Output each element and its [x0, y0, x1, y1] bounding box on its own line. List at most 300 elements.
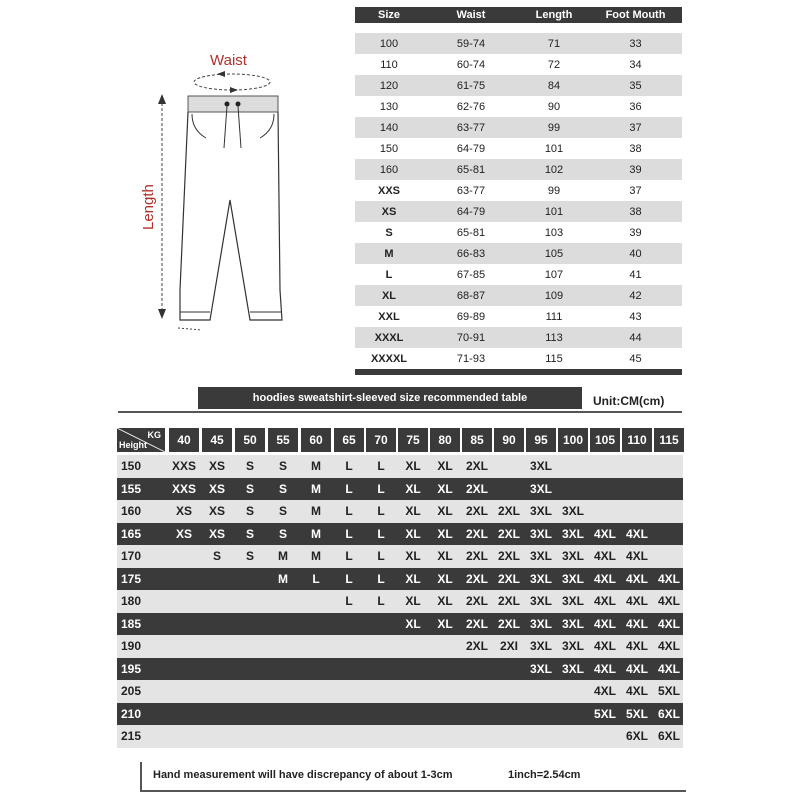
size-value-cell: 4XL [593, 639, 616, 654]
size-value-cell [557, 725, 589, 748]
size-value-cell [461, 658, 493, 681]
size-value-cell: 4XL [657, 571, 680, 586]
size-cell-size: 110 [380, 58, 398, 71]
size-value-cell: XS [175, 526, 192, 541]
size-value-cell [168, 658, 200, 681]
corner-kg: KG [147, 430, 161, 440]
size-value-cell [234, 725, 266, 748]
size-value-cell [168, 680, 200, 703]
size-cell-foot-mouth: 38 [629, 205, 642, 218]
height-cell: 155 [121, 481, 142, 496]
size-value-cell: 2XL [465, 459, 488, 474]
size-value-cell: 4XL [625, 616, 648, 631]
size-value-cell [493, 703, 525, 726]
height-cell: 185 [121, 616, 142, 631]
waistband [188, 96, 278, 112]
size-value-cell [397, 725, 429, 748]
size-cell-waist: 66-83 [456, 247, 486, 260]
size-value-cell [461, 725, 493, 748]
size-value-cell [300, 703, 332, 726]
size-row [355, 33, 682, 54]
bottom-bracket-vertical [140, 762, 142, 792]
size-value-cell: 3XL [529, 504, 552, 519]
size-value-cell: 5XL [657, 684, 680, 699]
size-value-cell [589, 478, 621, 501]
size-cell-length: 115 [545, 352, 563, 365]
size-cell-foot-mouth: 42 [629, 289, 642, 302]
size-value-cell: 3XL [529, 459, 552, 474]
size-value-cell [461, 703, 493, 726]
size-value-cell [234, 590, 266, 613]
height-cell: 165 [121, 526, 142, 541]
recommend-row [117, 658, 683, 681]
size-value-cell: 6XL [657, 706, 680, 721]
foot-mouth-measure-line [178, 328, 202, 330]
size-row [355, 264, 682, 285]
size-value-cell [429, 703, 461, 726]
size-value-cell [267, 635, 299, 658]
size-value-cell [621, 455, 653, 478]
kg-header-cell: 115 [654, 428, 684, 452]
kg-header-cell: 90 [494, 428, 524, 452]
size-value-cell: XL [405, 549, 421, 564]
kg-header-cell: 100 [558, 428, 588, 452]
size-value-cell [300, 725, 332, 748]
size-cell-size: M [384, 247, 394, 260]
size-value-cell: 4XL [625, 549, 648, 564]
size-value-cell [234, 658, 266, 681]
recommend-row [117, 568, 683, 591]
size-value-cell [365, 725, 397, 748]
size-cell-length: 113 [545, 331, 563, 344]
size-cell-waist: 63-77 [456, 121, 486, 134]
size-value-cell [234, 680, 266, 703]
size-value-cell: 2XL [465, 504, 488, 519]
size-cell-foot-mouth: 44 [629, 331, 642, 344]
size-cell-size: XS [381, 205, 397, 218]
size-value-cell: 2XL [497, 616, 520, 631]
size-value-cell [429, 635, 461, 658]
kg-header-cell: 95 [526, 428, 556, 452]
size-value-cell [333, 680, 365, 703]
size-row [355, 327, 682, 348]
size-value-cell [201, 613, 233, 636]
size-value-cell: S [278, 526, 287, 541]
pants-outline [180, 112, 282, 320]
corner-height: Height [119, 440, 147, 450]
size-value-cell: 4XL [625, 684, 648, 699]
size-cell-foot-mouth: 34 [629, 58, 642, 71]
size-value-cell: 2XI [499, 639, 518, 654]
recommend-row [117, 613, 683, 636]
size-value-cell: 3XL [529, 549, 552, 564]
size-value-cell [300, 613, 332, 636]
kg-header-cell: 50 [235, 428, 265, 452]
size-value-cell: L [377, 481, 385, 496]
size-value-cell [525, 725, 557, 748]
size-cell-waist: 71-93 [456, 352, 486, 365]
waist-arrow-right [230, 87, 238, 93]
size-value-cell: 5XL [593, 706, 616, 721]
size-value-cell [493, 680, 525, 703]
kg-header-cell: 40 [169, 428, 199, 452]
size-value-cell: 6XL [625, 729, 648, 744]
size-table [355, 7, 682, 375]
size-cell-length: 111 [545, 310, 563, 323]
kg-header-cell: 55 [268, 428, 298, 452]
recommend-row [117, 590, 683, 613]
size-value-cell: 3XL [561, 571, 584, 586]
size-cell-waist: 64-79 [456, 142, 486, 155]
size-value-cell [365, 703, 397, 726]
size-table-bottom-bar [355, 369, 682, 375]
size-value-cell: 2XL [465, 526, 488, 541]
size-value-cell [168, 703, 200, 726]
size-value-cell: XL [405, 571, 421, 586]
size-value-cell: L [377, 549, 385, 564]
size-cell-size: S [385, 226, 393, 239]
size-value-cell [333, 658, 365, 681]
size-value-cell [397, 680, 429, 703]
size-cell-size: L [385, 268, 393, 281]
size-value-cell [201, 658, 233, 681]
size-row [355, 96, 682, 117]
recommend-row [117, 478, 683, 501]
size-value-cell: XL [405, 459, 421, 474]
size-value-cell: 4XL [593, 594, 616, 609]
size-value-cell [201, 725, 233, 748]
size-cell-size: 100 [379, 37, 399, 50]
size-value-cell [168, 635, 200, 658]
size-value-cell: L [345, 504, 353, 519]
size-cell-foot-mouth: 39 [629, 163, 642, 176]
inch-note: 1inch=2.54cm [508, 769, 581, 781]
size-cell-foot-mouth: 35 [629, 79, 642, 92]
header-size: Size [377, 9, 400, 21]
size-cell-length: 107 [544, 268, 564, 281]
size-cell-length: 72 [547, 58, 561, 71]
recommend-row [117, 545, 683, 568]
size-value-cell: XL [405, 594, 421, 609]
size-value-cell [168, 568, 200, 591]
size-value-cell: L [345, 571, 353, 586]
size-value-cell: 2XL [465, 616, 488, 631]
height-cell: 210 [121, 706, 142, 721]
size-value-cell [653, 523, 685, 546]
size-cell-waist: 62-76 [456, 100, 486, 113]
size-value-cell: 4XL [657, 639, 680, 654]
header-waist: Waist [456, 9, 486, 21]
size-value-cell [493, 725, 525, 748]
size-value-cell: L [377, 459, 385, 474]
size-cell-length: 101 [544, 142, 564, 155]
size-value-cell: M [278, 549, 288, 564]
size-value-cell: S [245, 481, 254, 496]
size-value-cell [333, 613, 365, 636]
size-value-cell: XXS [171, 481, 196, 496]
size-value-cell: 4XL [625, 526, 648, 541]
size-value-cell [300, 680, 332, 703]
size-cell-waist: 63-77 [456, 184, 486, 197]
size-value-cell: 3XL [561, 504, 584, 519]
size-value-cell: 2XL [465, 481, 488, 496]
discrepancy-note: Hand measurement will have discrepancy of about 1-3cm [153, 769, 453, 781]
size-value-cell [365, 680, 397, 703]
size-value-cell: XS [208, 481, 225, 496]
size-value-cell [525, 703, 557, 726]
size-cell-length: 90 [547, 100, 561, 113]
recommend-banner: hoodies sweatshirt-sleeved size recommended table [198, 387, 582, 409]
size-value-cell: L [377, 594, 385, 609]
size-value-cell: XL [437, 526, 453, 541]
size-value-cell [397, 703, 429, 726]
size-value-cell: 3XL [561, 526, 584, 541]
size-value-cell: 3XL [529, 481, 552, 496]
size-value-cell: 2XL [497, 526, 520, 541]
size-cell-length: 109 [544, 289, 564, 302]
size-value-cell [365, 613, 397, 636]
size-value-cell [429, 658, 461, 681]
size-cell-size: XXXXL [370, 352, 408, 365]
kg-header-cell: 85 [462, 428, 492, 452]
size-value-cell: 4XL [657, 594, 680, 609]
size-value-cell [557, 455, 589, 478]
size-value-cell: XL [437, 504, 453, 519]
size-value-cell [557, 703, 589, 726]
size-cell-waist: 60-74 [456, 58, 486, 71]
size-value-cell [234, 568, 266, 591]
size-value-cell [397, 658, 429, 681]
size-cell-waist: 69-89 [456, 310, 486, 323]
size-cell-waist: 68-87 [456, 289, 486, 302]
size-value-cell: S [278, 481, 287, 496]
size-cell-size: 150 [379, 142, 399, 155]
size-value-cell [557, 478, 589, 501]
size-value-cell [461, 680, 493, 703]
size-cell-length: 71 [547, 37, 561, 50]
size-value-cell: 4XL [625, 594, 648, 609]
size-value-cell: 3XL [529, 639, 552, 654]
size-value-cell [201, 568, 233, 591]
size-value-cell: XS [175, 504, 192, 519]
size-value-cell [653, 455, 685, 478]
recommend-row [117, 455, 683, 478]
size-cell-foot-mouth: 45 [629, 352, 642, 365]
waist-measure-ellipse [194, 74, 270, 90]
size-value-cell: 4XL [625, 571, 648, 586]
size-value-cell [168, 725, 200, 748]
bottom-bracket-horizontal [140, 790, 686, 792]
size-cell-length: 99 [547, 184, 561, 197]
size-value-cell: XS [208, 459, 225, 474]
size-value-cell: 5XL [625, 706, 648, 721]
corner-cell [117, 428, 165, 452]
size-value-cell: L [345, 549, 353, 564]
size-value-cell: S [278, 504, 287, 519]
size-row [355, 348, 682, 369]
size-cell-waist: 65-81 [456, 163, 486, 176]
size-value-cell [234, 613, 266, 636]
size-value-cell [621, 500, 653, 523]
size-value-cell [429, 680, 461, 703]
size-value-cell [525, 680, 557, 703]
size-row [355, 159, 682, 180]
size-value-cell [267, 680, 299, 703]
size-row [355, 180, 682, 201]
size-table-body [355, 33, 682, 369]
size-value-cell [201, 590, 233, 613]
size-value-cell [493, 658, 525, 681]
size-row [355, 306, 682, 327]
size-value-cell [429, 725, 461, 748]
size-cell-length: 103 [544, 226, 564, 239]
size-value-cell: 4XL [593, 684, 616, 699]
unit-label: Unit:CM(cm) [593, 394, 665, 408]
size-value-cell [365, 635, 397, 658]
waist-arrow-left [217, 71, 225, 77]
size-value-cell: 3XL [529, 571, 552, 586]
divider [118, 411, 682, 413]
length-label: Length [140, 184, 157, 230]
size-value-cell: 3XL [561, 661, 584, 676]
height-cell: 205 [121, 684, 142, 699]
size-value-cell [201, 703, 233, 726]
size-value-cell [201, 635, 233, 658]
size-cell-size: XXL [378, 310, 400, 323]
size-value-cell: 4XL [625, 639, 648, 654]
size-row [355, 117, 682, 138]
size-value-cell: XL [437, 571, 453, 586]
size-cell-foot-mouth: 43 [629, 310, 642, 323]
size-value-cell: XL [437, 594, 453, 609]
size-cell-size: 130 [379, 100, 399, 113]
height-cell: 150 [121, 459, 142, 474]
size-value-cell: L [377, 504, 385, 519]
size-value-cell: 2XL [497, 504, 520, 519]
size-cell-size: XL [381, 289, 397, 302]
kg-header-cell: 65 [334, 428, 364, 452]
kg-header-cell: 45 [202, 428, 232, 452]
size-value-cell: L [345, 481, 353, 496]
size-value-cell [234, 703, 266, 726]
size-value-cell [300, 590, 332, 613]
size-cell-size: 160 [379, 163, 399, 176]
size-value-cell: 4XL [593, 526, 616, 541]
size-cell-foot-mouth: 36 [629, 100, 642, 113]
size-value-cell: 4XL [657, 661, 680, 676]
size-cell-foot-mouth: 40 [629, 247, 642, 260]
size-cell-length: 101 [544, 205, 564, 218]
size-value-cell [365, 658, 397, 681]
size-value-cell [267, 703, 299, 726]
height-cell: 190 [121, 639, 142, 654]
size-row [355, 54, 682, 75]
kg-header-cell: 75 [398, 428, 428, 452]
kg-header-cell: 60 [301, 428, 331, 452]
height-cell: 215 [121, 729, 142, 744]
size-value-cell: XS [208, 504, 225, 519]
height-cell: 195 [121, 661, 142, 676]
size-value-cell: XL [405, 616, 421, 631]
size-value-cell: S [278, 459, 287, 474]
size-value-cell [333, 703, 365, 726]
size-value-cell: 4XL [593, 549, 616, 564]
size-cell-waist: 61-75 [456, 79, 486, 92]
size-value-cell: M [311, 459, 321, 474]
size-value-cell [333, 635, 365, 658]
length-arrow-top [158, 94, 166, 104]
size-value-cell [168, 545, 200, 568]
header-foot-mouth: Foot Mouth [605, 9, 666, 21]
size-cell-length: 102 [544, 163, 564, 176]
size-value-cell: 2XL [465, 549, 488, 564]
waist-label: Waist [210, 52, 247, 69]
recommend-table-header [117, 428, 683, 452]
size-cell-size: 140 [379, 121, 399, 134]
size-value-cell: S [245, 459, 254, 474]
size-value-cell [234, 635, 266, 658]
size-value-cell [267, 613, 299, 636]
size-value-cell: L [345, 459, 353, 474]
size-cell-waist: 64-79 [456, 205, 486, 218]
size-row [355, 138, 682, 159]
size-cell-waist: 70-91 [456, 331, 486, 344]
size-cell-foot-mouth: 37 [629, 184, 642, 197]
size-row [355, 75, 682, 96]
kg-header-cell: 110 [622, 428, 652, 452]
size-value-cell: L [312, 571, 320, 586]
size-value-cell: 3XL [561, 616, 584, 631]
height-cell: 160 [121, 504, 142, 519]
header-length: Length [535, 9, 573, 21]
size-cell-foot-mouth: 33 [629, 37, 642, 50]
size-value-cell: M [311, 481, 321, 496]
recommend-row [117, 703, 683, 726]
size-value-cell: 3XL [561, 639, 584, 654]
size-value-cell [333, 725, 365, 748]
size-value-cell: M [311, 526, 321, 541]
size-row [355, 222, 682, 243]
size-value-cell: L [345, 594, 353, 609]
size-value-cell [168, 613, 200, 636]
size-value-cell [397, 635, 429, 658]
size-value-cell: 3XL [529, 594, 552, 609]
size-value-cell: L [345, 526, 353, 541]
size-value-cell: 2XL [497, 594, 520, 609]
height-cell: 175 [121, 571, 142, 586]
size-value-cell [589, 455, 621, 478]
size-value-cell [589, 725, 621, 748]
height-cell: 170 [121, 549, 142, 564]
size-value-cell: S [245, 549, 254, 564]
size-value-cell [267, 658, 299, 681]
recommend-row [117, 680, 683, 703]
length-arrow-bottom [158, 309, 166, 319]
size-value-cell: 4XL [657, 616, 680, 631]
size-cell-foot-mouth: 37 [629, 121, 642, 134]
size-value-cell [653, 478, 685, 501]
size-cell-size: 120 [379, 79, 399, 92]
size-value-cell: XL [405, 526, 421, 541]
kg-header-cell: 105 [590, 428, 620, 452]
size-value-cell: M [278, 571, 288, 586]
size-value-cell: S [245, 526, 254, 541]
size-value-cell [493, 455, 525, 478]
size-value-cell [653, 500, 685, 523]
size-value-cell: 4XL [593, 661, 616, 676]
size-value-cell: 4XL [593, 616, 616, 631]
size-value-cell: 2XL [465, 594, 488, 609]
